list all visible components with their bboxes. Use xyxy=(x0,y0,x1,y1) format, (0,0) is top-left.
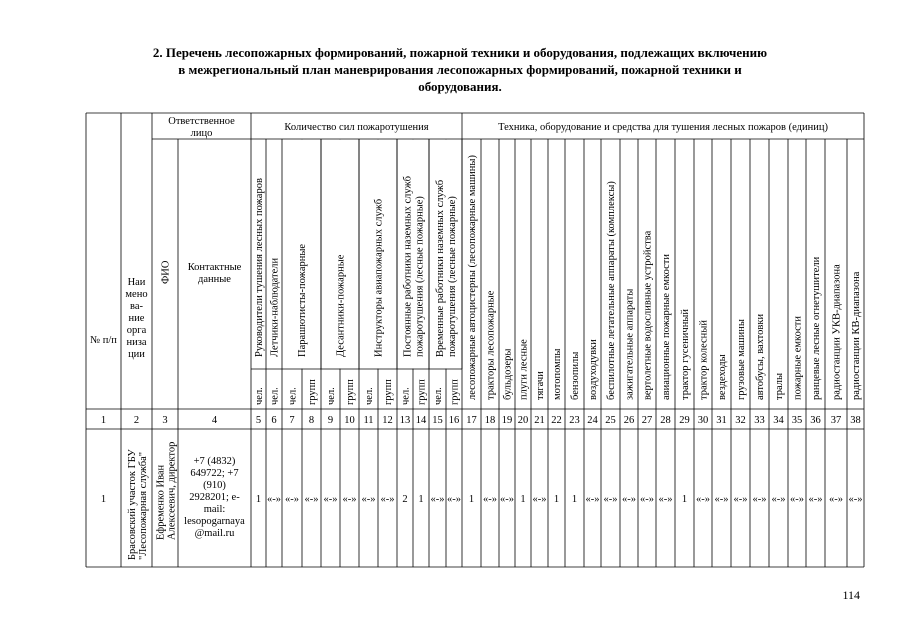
header-tech-label: трактор колесный xyxy=(698,320,710,400)
column-number: 18 xyxy=(484,415,496,426)
row-value-cell: «-» xyxy=(808,494,823,505)
row-value-cell: 1 xyxy=(571,494,578,505)
header-tech-label: автобусы, вахтовки xyxy=(755,313,766,400)
column-number: 25 xyxy=(605,415,616,426)
header-tech-label: тракторы лесопожарные xyxy=(485,290,497,400)
column-number: 13 xyxy=(399,415,411,426)
header-tech-label: беспилотные летательные аппараты (комплексы) xyxy=(606,181,617,400)
header-force-unit: групп xyxy=(383,379,394,405)
column-number: 11 xyxy=(363,415,374,426)
title-line-2: в межрегиональный план маневрирования лесопожарных формирований, пожарной техники и xyxy=(178,62,742,77)
header-fio: ФИО xyxy=(160,260,172,284)
header-tech-label: вертолетные водосливные устройства xyxy=(642,230,654,400)
header-name-line: орга xyxy=(126,325,147,336)
column-number: 12 xyxy=(382,415,393,426)
column-number: 7 xyxy=(289,415,295,426)
row-value-cell: «-» xyxy=(733,494,748,505)
column-number: 27 xyxy=(641,415,653,426)
row-value-cell: «-» xyxy=(622,494,636,505)
header-tech-label: вездеходы xyxy=(717,354,728,400)
column-number: 23 xyxy=(569,415,580,426)
header-force-unit: чел. xyxy=(254,387,265,405)
column-number: 21 xyxy=(534,415,545,426)
row-value-cell: 1 xyxy=(418,494,424,505)
header-force-unit: чел. xyxy=(433,387,444,405)
column-number: 37 xyxy=(830,415,842,426)
header-tech-label: ранцевые лесные огнетушители xyxy=(811,256,822,400)
column-number: 15 xyxy=(432,415,443,426)
column-number: 22 xyxy=(551,415,562,426)
header-force-label: Летчики-наблюдатели xyxy=(269,257,281,357)
header-forces-group: Количество сил пожаротушения xyxy=(284,122,429,133)
column-number: 38 xyxy=(850,415,861,426)
row-value-cell: «-» xyxy=(500,494,514,505)
header-tech-label: грузовые машины xyxy=(736,319,747,400)
header-force-unit: групп xyxy=(307,379,318,405)
column-number: 28 xyxy=(660,415,671,426)
row-value-cell: «-» xyxy=(585,494,600,505)
column-number: 32 xyxy=(735,415,746,426)
header-name-line: ние xyxy=(128,313,145,324)
page-number: 114 xyxy=(842,588,860,602)
row-value-cell: 2 xyxy=(402,494,408,505)
header-force-unit: групп xyxy=(345,379,356,405)
header-tech-group: Техника, оборудование и средства для тушения лесных пожаров (единиц) xyxy=(498,122,828,133)
row-value-cell: 1 xyxy=(468,494,475,505)
row-value-cell: «-» xyxy=(323,494,338,505)
header-tech-label: плуги лесные xyxy=(518,339,530,400)
header-contact-line: Контактные xyxy=(187,262,242,273)
column-number: 26 xyxy=(623,415,635,426)
row-value-cell: «-» xyxy=(285,494,299,505)
header-tech-label: трактор гусеничный xyxy=(680,309,691,400)
row-value-cell: «-» xyxy=(267,494,281,505)
header-tech-label: воздуходувки xyxy=(588,339,599,400)
row-value-cell: 1 xyxy=(255,494,262,505)
header-force-label: Временные работники наземных служб xyxy=(435,179,446,357)
row-contact-line: @mail.ru xyxy=(194,528,235,539)
header-force-unit: чел. xyxy=(269,387,281,405)
header-tech-label: лесопожарные автоцистерны (лесопожарные машины) xyxy=(467,155,478,400)
column-number: 34 xyxy=(773,415,784,426)
header-force-unit: чел. xyxy=(400,387,412,405)
header-force-label: пожаротушения (лесные пожарные) xyxy=(414,196,426,357)
column-number: 33 xyxy=(754,415,765,426)
header-force-unit: групп xyxy=(416,379,428,405)
column-number: 4 xyxy=(211,415,218,426)
row-value-cell: 1 xyxy=(520,494,526,505)
header-responsible-line: Ответственное xyxy=(168,116,235,127)
row-value-cell: «-» xyxy=(304,494,319,505)
row-contact-line: 2928201; e- xyxy=(189,492,240,503)
header-name-line: Наи xyxy=(127,277,146,288)
header-num: № п/п xyxy=(90,335,117,346)
row-value-cell: 1 xyxy=(553,494,560,505)
row-value-cell: «-» xyxy=(483,494,497,505)
row-value-cell: «-» xyxy=(447,494,461,505)
column-number: 9 xyxy=(327,415,334,426)
header-tech-label: тягачи xyxy=(535,371,546,400)
header-tech-label: тралы xyxy=(774,372,785,400)
column-number: 24 xyxy=(587,415,598,426)
header-tech-label: бензопилы xyxy=(570,351,581,400)
column-number: 36 xyxy=(810,415,821,426)
row-value-cell: «-» xyxy=(640,494,654,505)
header-tech-label: зажигательные аппараты xyxy=(624,288,636,400)
header-tech-label: бульдозеры xyxy=(502,348,514,400)
row-value-cell: «-» xyxy=(380,494,395,505)
row-value-cell: «-» xyxy=(771,494,786,505)
column-number: 31 xyxy=(716,415,727,426)
row-value-cell: «-» xyxy=(361,494,376,505)
title-line-3: оборудования. xyxy=(418,79,502,94)
header-responsible-line: лицо xyxy=(190,128,213,139)
row-value-cell: «-» xyxy=(829,494,843,505)
column-number: 8 xyxy=(308,415,315,426)
row-fio-line: Ефременко Иван xyxy=(155,464,167,540)
header-contact-line: данные xyxy=(198,274,231,285)
title-line-1: 2. Перечень лесопожарных формирований, пожарной техники и оборудования, подлежащих включению xyxy=(152,45,768,60)
column-number: 10 xyxy=(344,415,355,426)
row-value-cell: «-» xyxy=(532,494,547,505)
column-number: 19 xyxy=(501,415,513,426)
column-number: 1 xyxy=(100,415,107,426)
row-value-cell: «-» xyxy=(714,494,729,505)
header-force-label: Постоянные работники наземных служб xyxy=(402,176,414,357)
header-tech-label: пожарные емкости xyxy=(792,316,804,400)
header-tech-label: радиостанции КВ-диапазона xyxy=(851,271,862,400)
column-number: 2 xyxy=(133,415,140,426)
column-number: 35 xyxy=(791,415,803,426)
row-org-line: Брасовский участок ГБУ xyxy=(127,449,138,560)
header-force-label: пожаротушения (лесные пожарные) xyxy=(447,196,458,357)
column-number: 30 xyxy=(697,415,709,426)
header-force-label: Десантники-пожарные xyxy=(335,254,347,357)
column-number: 16 xyxy=(448,415,460,426)
row-fio-line: Алексеевич, директор xyxy=(166,441,178,540)
column-number: 3 xyxy=(162,415,168,426)
row-contact-line: (910) xyxy=(203,480,226,491)
row-value-cell: «-» xyxy=(430,494,445,505)
column-number: 29 xyxy=(679,415,690,426)
header-name-line: мено xyxy=(125,289,148,300)
column-number: 14 xyxy=(415,415,427,426)
row-value-cell: «-» xyxy=(658,494,673,505)
column-number: 5 xyxy=(255,415,262,426)
header-name-line: низа xyxy=(126,337,147,348)
header-name-line: ва- xyxy=(130,301,143,312)
header-force-unit: чел. xyxy=(326,387,337,405)
row-contact-line: 649722; +7 xyxy=(190,468,239,479)
row-value-cell: «-» xyxy=(848,494,863,505)
header-tech-label: авиационные пожарные емкости xyxy=(661,254,672,400)
header-force-unit: чел. xyxy=(287,387,299,405)
row-value-cell: «-» xyxy=(790,494,804,505)
header-force-label: Парашютисты-пожарные xyxy=(297,243,308,357)
header-force-unit: групп xyxy=(449,379,461,405)
header-name-line: ции xyxy=(128,349,145,360)
row-contact-line: +7 (4832) xyxy=(193,456,236,467)
column-number: 6 xyxy=(271,415,277,426)
row-value-cell: 1 xyxy=(681,494,688,505)
row-contact-line: mail: xyxy=(203,504,226,515)
header-force-label: Руководители тушения лесных пожаров xyxy=(254,178,265,357)
row-org-line: "Лесопожарная служба" xyxy=(138,451,149,560)
row-contact-line: lesopogarnaya xyxy=(184,516,245,527)
row-value-cell: «-» xyxy=(603,494,618,505)
column-number: 20 xyxy=(517,415,529,426)
row-value-cell: «-» xyxy=(342,494,357,505)
row-value-cell: «-» xyxy=(752,494,767,505)
header-force-label: Инструкторы авиапожарных служб xyxy=(373,198,385,357)
header-tech-label: радиостанции УКВ-диапазона xyxy=(831,264,843,400)
row-value-cell: «-» xyxy=(696,494,710,505)
header-tech-label: мотопомпы xyxy=(552,348,563,400)
header-force-unit: чел. xyxy=(364,387,375,405)
column-number: 17 xyxy=(466,415,477,426)
row-num: 1 xyxy=(100,494,107,505)
